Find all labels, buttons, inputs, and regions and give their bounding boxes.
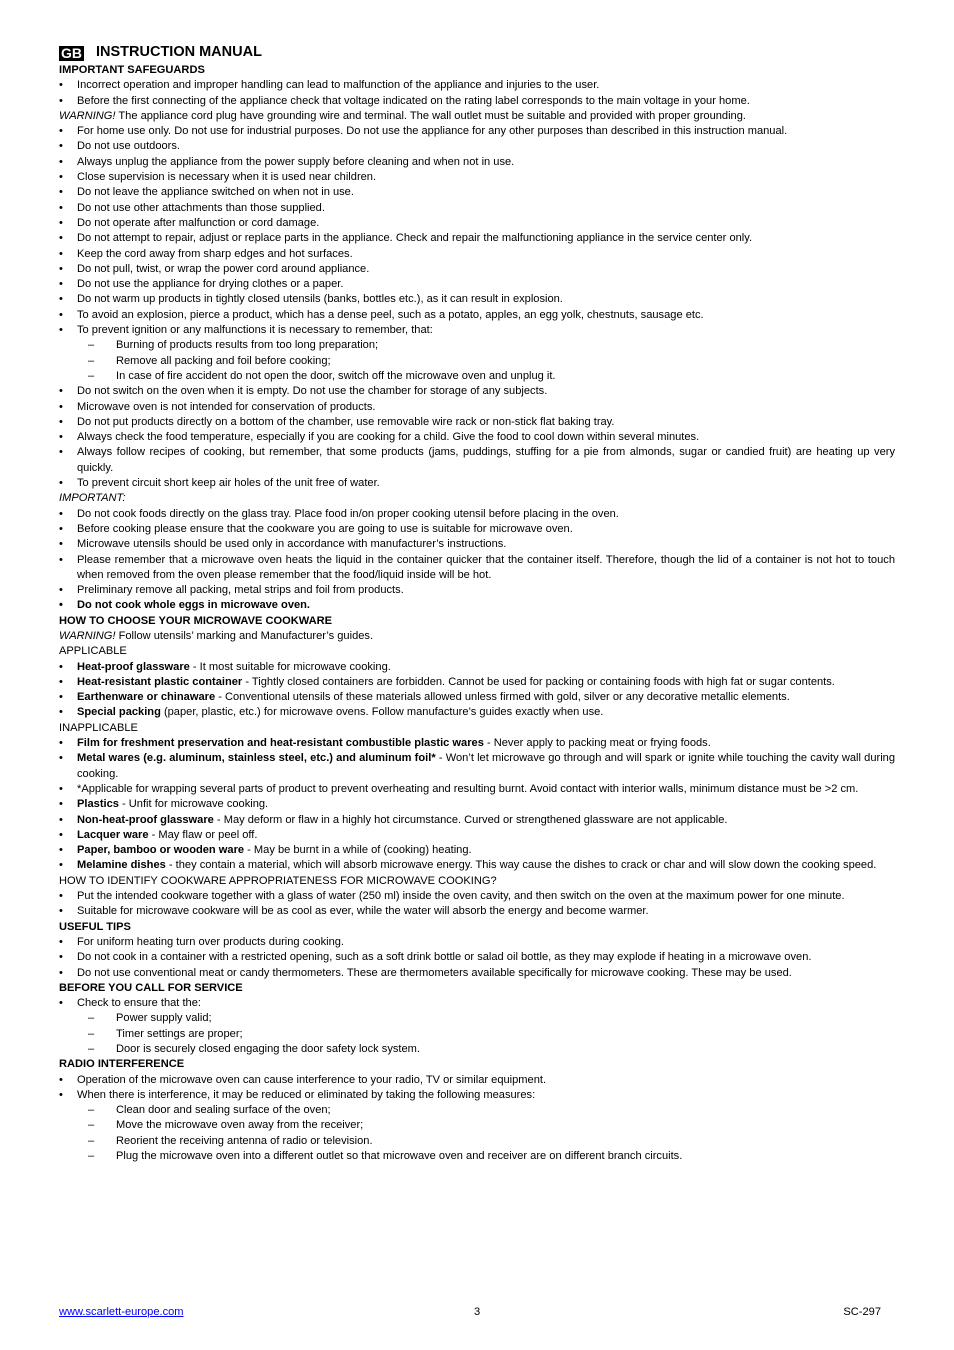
- sublist-item: – Remove all packing and foil before cooking;: [59, 354, 895, 369]
- list-item: • Before the first connecting of the appliance check that voltage indicated on the rating label corresponds to the main voltage in your home.: [59, 94, 895, 109]
- list-item: • Check to ensure that the:: [59, 996, 895, 1011]
- item-term: Melamine dishes: [77, 859, 166, 872]
- item-text: - Never apply to packing meat or frying foods.: [483, 737, 711, 750]
- warning-text: The appliance cord plug have grounding wire and terminal. The wall outlet must be suitable and provided with proper grounding.: [115, 109, 746, 122]
- list-item: [59, 705, 895, 720]
- list-item: • Do not leave the appliance switched on when not in use.: [59, 185, 895, 200]
- sublist-item: – Power supply valid;: [59, 1011, 895, 1026]
- list-item: • Do not use outdoors.: [59, 139, 895, 154]
- list-item: • Microwave utensils should be used only in accordance with manufacturer’s instructions.: [59, 537, 895, 552]
- list-item: • Incorrect operation and improper handling can lead to malfunction of the appliance and injuries to the user.: [59, 78, 895, 93]
- list-item: • Put the intended cookware together with a glass of water (250 ml) inside the oven cavity, and then switch on the oven at the maximum power for one minute.: [59, 889, 895, 904]
- safeguards-list-b: [59, 124, 895, 338]
- list-item: • Microwave oven is not intended for conservation of products.: [59, 400, 895, 415]
- list-item: • Operation of the microwave oven can cause interference to your radio, TV or similar equipment.: [59, 1073, 895, 1088]
- item-term: Heat-resistant plastic container: [77, 675, 243, 688]
- item-term: Heat-proof glassware: [77, 660, 190, 673]
- list-item: • Please remember that a microwave oven heats the liquid in the container quicker that the container itself. Therefore, though the lid of a container is not hot to touch when removed from the oven please remember that the food/liquid inside will be hot.: [59, 553, 895, 584]
- list-item: [59, 843, 895, 858]
- item-term: Plastics: [77, 798, 119, 811]
- radio-sublist: [59, 1103, 895, 1164]
- identify-heading: HOW TO IDENTIFY COOKWARE APPROPRIATENESS FOR MICROWAVE COOKING?: [59, 874, 497, 887]
- list-item: [59, 690, 895, 705]
- inapplicable-label: INAPPLICABLE: [59, 721, 138, 734]
- item-text: - May flaw or peel off.: [148, 828, 258, 841]
- service-sublist: [59, 1011, 895, 1057]
- cookware-warning-line: [59, 629, 895, 644]
- safeguards-list-c: [59, 384, 895, 491]
- list-item: • To prevent circuit short keep air holes of the unit free of water.: [59, 476, 895, 491]
- item-text: - Tightly closed containers are forbidden. Cannot be used for packing or containing foods with high fat or sugar contents.: [242, 675, 835, 688]
- list-item: • Do not switch on the oven when it is empty. Do not use the chamber for storage of any subjects.: [59, 384, 895, 399]
- list-item: • Do not put products directly on a bottom of the chamber, use removable wire rack or non-stick flat baking tray.: [59, 415, 895, 430]
- item-term: Film for freshment preservation and heat-resistant combustible plastic wares: [77, 737, 484, 750]
- item-term: Non-heat-proof glassware: [77, 813, 214, 826]
- list-item: [59, 736, 895, 751]
- important-list: [59, 507, 895, 599]
- sublist-item: – In case of fire accident do not open the door, switch off the microwave oven and unplug it.: [59, 369, 895, 384]
- list-item: • Do not warm up products in tightly closed utensils (banks, bottles etc.), as it can result in explosion.: [59, 292, 895, 307]
- list-item: • For home use only. Do not use for industrial purposes. Do not use the appliance for any other purposes than described in this instruction manual.: [59, 124, 895, 139]
- item-term: Special packing: [77, 706, 161, 719]
- item-text: *Applicable for wrapping several parts of product to prevent overheating and resulting burnt. Avoid contact with interior walls, minimum distance must be >2 cm.: [77, 782, 859, 795]
- website-link[interactable]: www.scarlett-europe.com: [59, 1306, 184, 1318]
- title-row: [59, 44, 895, 62]
- item-text: - May be burnt in a while of (cooking) heating.: [244, 844, 472, 857]
- safeguards-list-a: [59, 78, 895, 109]
- list-item: • Do not use other attachments than those supplied.: [59, 201, 895, 216]
- manual-page: [59, 44, 895, 1164]
- page-number: 3: [474, 1306, 481, 1318]
- list-item: [59, 858, 895, 873]
- item-text: - Unfit for microwave cooking.: [118, 798, 269, 811]
- item-term: Lacquer ware: [77, 828, 149, 841]
- sublist-item: – Move the microwave oven away from the receiver;: [59, 1118, 895, 1133]
- inapplicable-list: [59, 736, 895, 874]
- footer: [59, 1306, 881, 1322]
- section-heading: RADIO INTERFERENCE: [59, 1058, 185, 1071]
- list-item: • Always check the food temperature, especially if you are cooking for a child. Give the food to cool down within several minutes.: [59, 430, 895, 445]
- section-heading: IMPORTANT SAFEGUARDS: [59, 64, 205, 76]
- warning-text: Follow utensils’ marking and Manufacturer’s guides.: [115, 629, 374, 642]
- model-number: SC-297: [843, 1306, 881, 1318]
- list-item: • Always follow recipes of cooking, but remember, that some products (jams, puddings, stuffing for a pie from almonds, sugar or candied fruit) are heating up very quickly.: [59, 445, 895, 476]
- item-text: - May deform or flaw in a highly hot circumstance. Curved or strengthened glassware are not applicable.: [213, 813, 728, 826]
- list-item: • Do not attempt to repair, adjust or replace parts in the appliance. Check and repair the malfunctioning appliance in the service center only.: [59, 231, 895, 246]
- list-item: [59, 828, 895, 843]
- item-text: - they contain a material, which will absorb microwave energy. This way cause the dishes to crack or char and will slow down the cooking speed.: [165, 859, 877, 872]
- warning-line: [59, 109, 895, 124]
- sublist-item: – Plug the microwave oven into a different outlet so that microwave oven and receiver are on different branch circuits.: [59, 1149, 895, 1164]
- list-item: • Do not cook in a container with a restricted opening, such as a soft drink bottle or salad oil bottle, as they may explode if heating in a microwave oven.: [59, 950, 895, 965]
- list-item: • Do not pull, twist, or wrap the power cord around appliance.: [59, 262, 895, 277]
- list-item: • When there is interference, it may be reduced or eliminated by taking the following measures:: [59, 1088, 895, 1103]
- list-item: [59, 797, 895, 812]
- section-heading: BEFORE YOU CALL FOR SERVICE: [59, 981, 243, 994]
- list-item: • Always unplug the appliance from the power supply before cleaning and when not in use.: [59, 155, 895, 170]
- radio-list: [59, 1073, 895, 1104]
- item-text: - Conventional utensils of these materials allowed unless firmed with gold, silver or any decorative metallic elements.: [215, 691, 790, 704]
- list-item: • Close supervision is necessary when it is used near children.: [59, 170, 895, 185]
- list-item: [59, 675, 895, 690]
- list-item: • Preliminary remove all packing, metal strips and foil from products.: [59, 583, 895, 598]
- tips-list: [59, 935, 895, 981]
- list-item: • For uniform heating turn over products during cooking.: [59, 935, 895, 950]
- list-item: • Suitable for microwave cookware will be as cool as ever, while the water will absorb the energy and become warmer.: [59, 904, 895, 919]
- important-label: IMPORTANT:: [59, 492, 126, 505]
- list-item: • Before cooking please ensure that the cookware you are going to use is suitable for microwave oven.: [59, 522, 895, 537]
- sublist-item: – Burning of products results from too long preparation;: [59, 338, 895, 353]
- page-title: INSTRUCTION MANUAL: [96, 44, 262, 61]
- list-item: • To avoid an explosion, pierce a product, which has a dense peel, such as a potato, apples, an egg yolk, chestnuts, sausage etc.: [59, 308, 895, 323]
- list-item: • Do not operate after malfunction or cord damage.: [59, 216, 895, 231]
- section-heading: USEFUL TIPS: [59, 920, 131, 933]
- warning-label: WARNING!: [59, 629, 116, 642]
- item-term: Paper, bamboo or wooden ware: [77, 844, 245, 857]
- list-item: • Keep the cord away from sharp edges and hot surfaces.: [59, 247, 895, 262]
- item-text: - It most suitable for microwave cooking.: [189, 660, 391, 673]
- list-item: • To prevent ignition or any malfunctions it is necessary to remember, that:: [59, 323, 895, 338]
- sublist-item: – Timer settings are proper;: [59, 1027, 895, 1042]
- item-text: - Won’t let microwave go through and will spark or ignite while touching the cavity wall during cooking.: [77, 752, 895, 780]
- applicable-label: APPLICABLE: [59, 645, 127, 658]
- identify-list: [59, 889, 895, 920]
- list-item: • Do not cook whole eggs in microwave oven.: [59, 598, 895, 613]
- list-item: [59, 660, 895, 675]
- list-item: • Do not use the appliance for drying clothes or a paper.: [59, 277, 895, 292]
- warning-label: WARNING!: [59, 109, 116, 122]
- sublist-item: – Reorient the receiving antenna of radio or television.: [59, 1134, 895, 1149]
- list-item: [59, 751, 895, 782]
- list-item: • Do not cook foods directly on the glass tray. Place food in/on proper cooking utensil before placing in the oven.: [59, 507, 895, 522]
- sublist-item: – Door is securely closed engaging the door safety lock system.: [59, 1042, 895, 1057]
- item-term: Earthenware or chinaware: [77, 691, 216, 704]
- language-badge: GB: [61, 44, 82, 61]
- item-term: Metal wares (e.g. aluminum, stainless steel, etc.) and aluminum foil*: [77, 752, 436, 765]
- list-item: [59, 813, 895, 828]
- ignition-sublist: [59, 338, 895, 384]
- applicable-list: [59, 660, 895, 721]
- sublist-item: – Clean door and sealing surface of the oven;: [59, 1103, 895, 1118]
- item-text: (paper, plastic, etc.) for microwave ovens. Follow manufacture’s guides exactly when use.: [160, 706, 604, 719]
- list-item: [59, 782, 895, 797]
- list-item: • Do not use conventional meat or candy thermometers. These are thermometers available specifically for microwave cooking. These may be used.: [59, 966, 895, 981]
- section-heading: HOW TO CHOOSE YOUR MICROWAVE COOKWARE: [59, 614, 333, 627]
